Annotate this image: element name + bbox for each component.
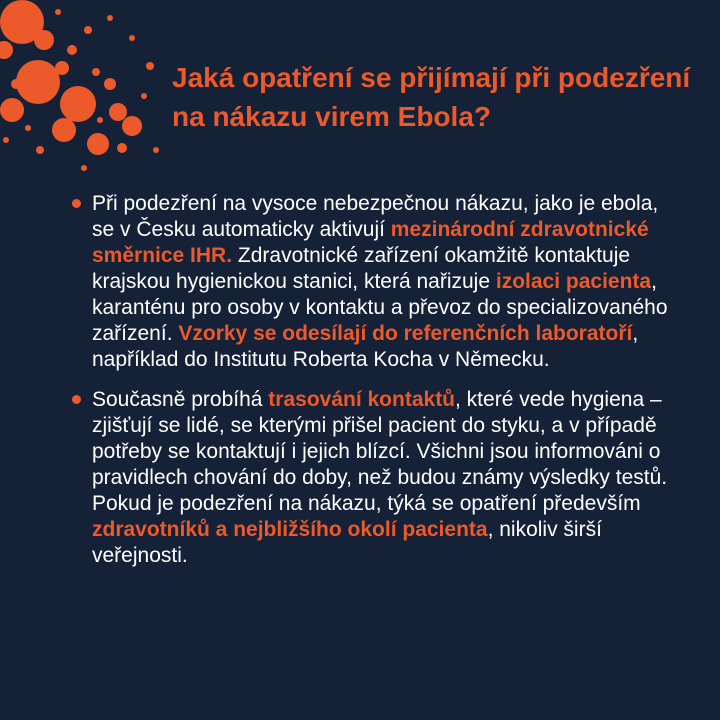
bullet-list: [72, 191, 682, 583]
bullet-text: , například do Institutu Roberta Kocha v Německu.: [92, 322, 639, 371]
bullet-text: , které vede hygiena – zjišťují se lidé, se kterými přišel pacient do styku, a v případě potřeby se kontaktují i jejich blízcí. Všichni jsou informováni o pravidlech chování do doby, než budou známy výsledky testů. Pokud je podezření na nákazu, týká se opatření především: [92, 388, 668, 515]
bullet-item: [72, 191, 682, 373]
bullet-text: Současně probíhá: [92, 388, 269, 411]
highlight-health-workers: zdravotníků a nejbližšího okolí pacienta: [92, 518, 488, 541]
highlight-patient-isolation: izolaci pacienta: [495, 270, 652, 293]
orange-splatter-icon: [0, 0, 180, 180]
page-title: Jaká opatření se přijímají při podezření na nákazu virem Ebola?: [172, 62, 691, 132]
bullet-text: Při podezření na vysoce nebezpečnou nákazu, jako je ebola, se v Česku automaticky aktivují: [92, 192, 659, 241]
highlight-reference-labs: Vzorky se odesílají do referenčních laboratoří: [178, 322, 633, 345]
highlight-ihr-directives: mezinárodní zdravotnické směrnice IHR.: [92, 218, 649, 267]
bullet-dot-icon: [72, 395, 81, 404]
bullet-item: [72, 387, 682, 569]
bullet-text: , karanténu pro osoby v kontaktu a převoz do specializovaného zařízení.: [92, 270, 668, 345]
bullet-dot-icon: [72, 199, 81, 208]
bullet-text: , nikoliv širší veřejnosti.: [92, 518, 602, 567]
bullet-text: Zdravotnické zařízení okamžitě kontaktuje krajskou hygienickou stanici, která nařizuje: [92, 244, 631, 293]
highlight-contact-tracing: trasování kontaktů: [268, 388, 456, 411]
